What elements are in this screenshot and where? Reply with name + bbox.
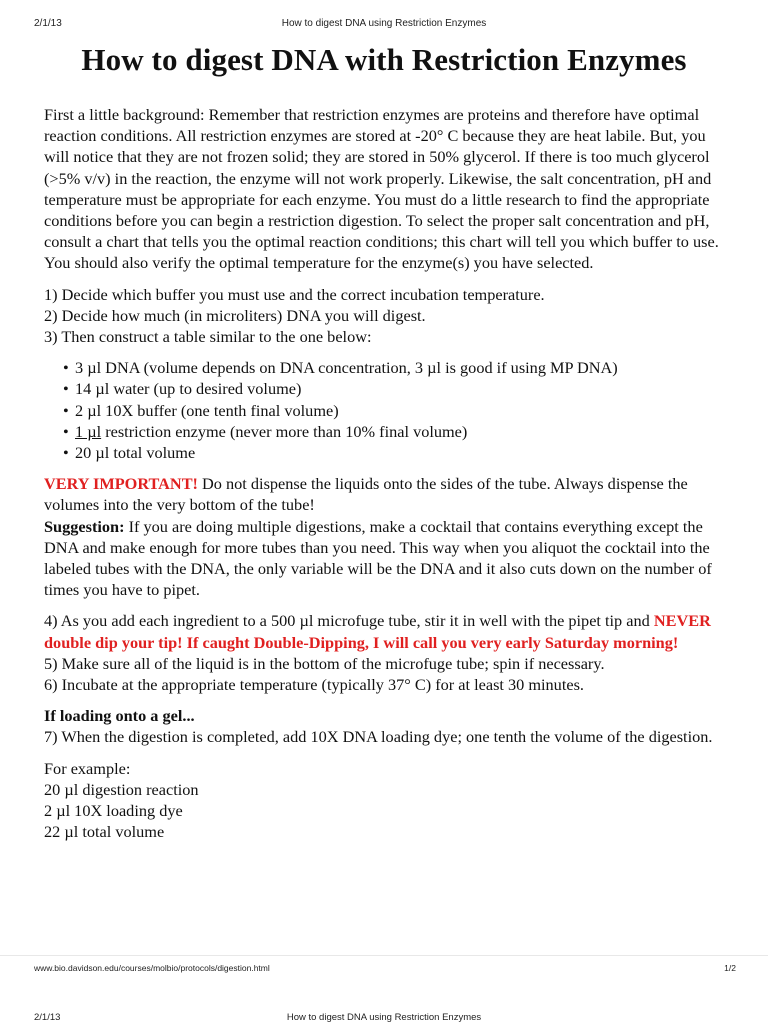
bullet-dot: •	[63, 358, 69, 378]
step-6: 6) Incubate at the appropriate temperature (typically 37° C) for at least 30 minutes.	[44, 675, 584, 695]
bullet-dot: •	[63, 421, 69, 441]
suggestion-note: Suggestion: If you are doing multiple digestions, make a cocktail that contains everything except the DNA and make enough for more tubes than you need. This way when you aliquot the cocktail into the labeled tubes with the DNA, the only variable will be the DNA and it also cuts down on the number of times you have to pipet.	[44, 516, 712, 600]
example-label: For example:	[44, 758, 131, 778]
list-item: • 14 µl water (up to desired volume)	[63, 379, 302, 399]
step-1: 1) Decide which buffer you must use and the correct incubation temperature.	[44, 284, 545, 304]
page-title: How to digest DNA with Restriction Enzymes	[81, 42, 687, 77]
reagent-list	[44, 357, 734, 463]
page-divider	[0, 955, 768, 956]
list-item: • 1 µl restriction enzyme (never more than 10% final volume)	[63, 421, 468, 441]
list-item: • 3 µl DNA (volume depends on DNA concentration, 3 µl is good if using MP DNA)	[63, 358, 618, 378]
example-line: 22 µl total volume	[44, 822, 165, 842]
double-dip-warning: NEVER double dip your tip! If caught Double-Dipping, I will call you very early Saturday morning!	[44, 611, 711, 652]
document-body	[44, 104, 734, 843]
next-header-doc-title: How to digest DNA using Restriction Enzymes	[286, 1012, 482, 1023]
header-doc-title: How to digest DNA using Restriction Enzymes	[281, 18, 487, 29]
header-date: 2/1/13	[34, 18, 62, 29]
step-7: 7) When the digestion is completed, add 10X DNA loading dye; one tenth the volume of the digestion.	[44, 727, 713, 747]
step-4: 4) As you add each ingredient to a 500 µl microfuge tube, stir it in well with the pipet tip and NEVER double dip your tip! If caught Double-Dipping, I will call you very early Saturday morning!	[44, 611, 711, 652]
next-header-date: 2/1/13	[34, 1012, 61, 1023]
intro-paragraph: First a little background: Remember that restriction enzymes are proteins and therefore have optimal reaction conditions. All restriction enzymes are stored at -20° C because they are heat labile. But, you will notice that they are not frozen solid; they are stored in 50% glycerol. If there is too much glycerol (>5% v/v) in the reaction, the enzyme will not work properly. Likewise, the salt concentration, pH and temperature must be appropriate for each enzyme. You must do a little research to find the appropriate conditions before you can begin a restriction digestion. To select the proper salt concentration and pH, consult a chart that tells you the optimal reaction conditions; this chart will tell you which buffer to use. You should also verify the optimal temperature for the enzyme(s) you have selected.	[44, 105, 719, 273]
step-3: 3) Then construct a table similar to the one below:	[44, 327, 372, 347]
example-line: 2 µl 10X loading dye	[44, 801, 183, 821]
list-item: • 20 µl total volume	[63, 443, 196, 463]
bullet-dot: •	[63, 379, 69, 399]
step-5: 5) Make sure all of the liquid is in the bottom of the microfuge tube; spin if necessary.	[44, 653, 605, 673]
gel-heading: If loading onto a gel...	[44, 706, 195, 726]
enzyme-volume: 1 µl	[75, 421, 102, 441]
bullet-dot: •	[63, 443, 69, 463]
very-important-note: VERY IMPORTANT! Do not dispense the liquids onto the sides of the tube. Always dispense the volumes into the very bottom of the tube!	[44, 474, 688, 515]
very-important-label: VERY IMPORTANT!	[44, 474, 198, 494]
footer-url: www.bio.davidson.edu/courses/molbio/protocols/digestion.html	[34, 963, 270, 973]
bullet-dot: •	[63, 400, 69, 420]
page-number: 1/2	[724, 963, 736, 973]
example-line: 20 µl digestion reaction	[44, 779, 199, 799]
list-item: • 2 µl 10X buffer (one tenth final volume)	[63, 400, 339, 420]
step-2: 2) Decide how much (in microliters) DNA you will digest.	[44, 305, 426, 325]
suggestion-label: Suggestion:	[44, 516, 125, 536]
